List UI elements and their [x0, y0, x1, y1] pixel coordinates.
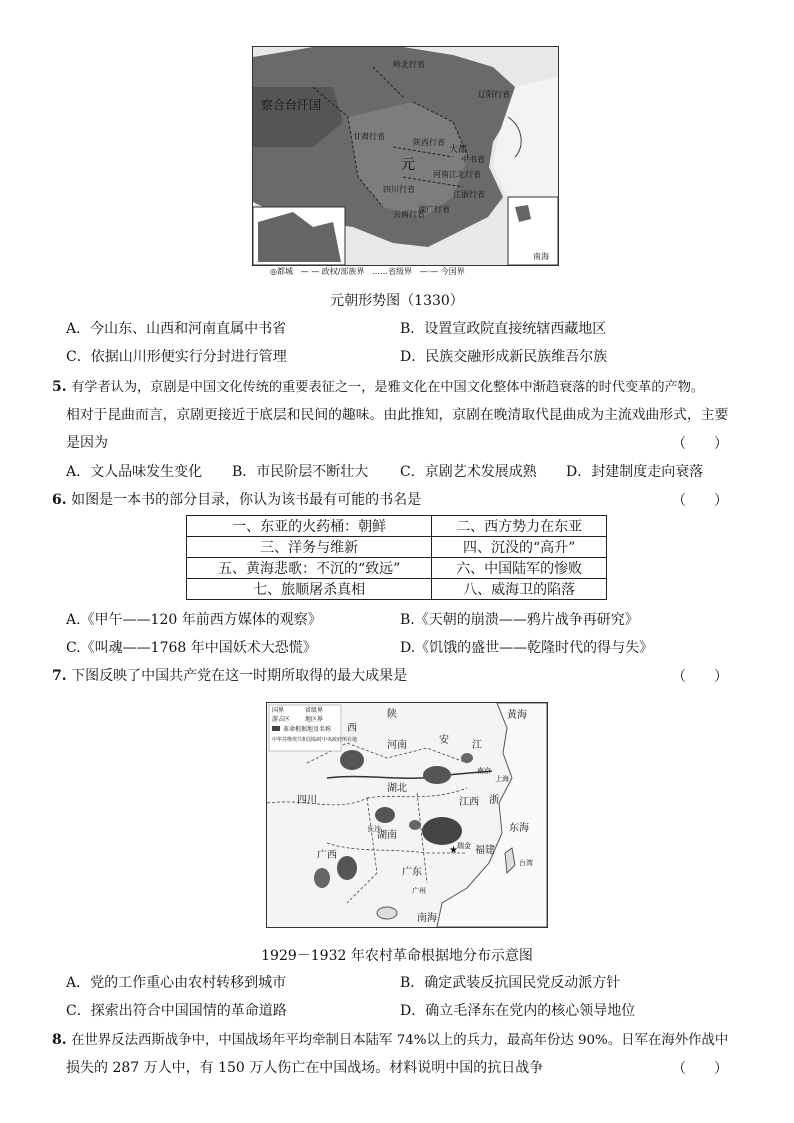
legend-l6: 中华苏维埃共和国临时中央政府所在地 — [272, 737, 358, 743]
q6-number: 6. — [52, 492, 67, 508]
legend-l4: 地区界 — [305, 716, 324, 723]
q7-stem — [52, 666, 407, 686]
changsha-label: 长沙 — [367, 825, 381, 833]
q4-option-a[interactable]: A．今山东、山西和河南直属中书省 — [66, 321, 287, 337]
legend-province: ……省级界 — [372, 267, 413, 276]
guangzhou-label: 广州 — [412, 887, 426, 895]
q6-answer-paren[interactable]: （ ） — [672, 493, 728, 509]
yuan-label: 元 — [401, 157, 415, 173]
q5-option-c[interactable]: C．京剧艺术发展成熟 — [400, 464, 537, 480]
east-sea-label: 东海 — [509, 823, 529, 834]
jiangsu-label: 江 — [472, 740, 482, 751]
toc-cell: 七、旅顺屠杀真相 — [187, 579, 432, 600]
q4-option-b[interactable]: B．设置宣政院直接统辖西藏地区 — [400, 321, 607, 337]
toc-cell: 四、沉没的“高升” — [432, 537, 607, 558]
khanate-label: 察合台汗国 — [261, 98, 322, 112]
q6-option-d[interactable]: D.《饥饿的盛世——乾隆时代的得与失》 — [400, 640, 654, 656]
sichuan-label: 四川行省 — [383, 185, 415, 194]
q7-option-b[interactable]: B．确定武装反抗国民党反动派方针 — [400, 975, 621, 991]
q5-option-d[interactable]: D．封建制度走向衰落 — [566, 464, 704, 480]
q8-line2: 损失的 287 万人中，有 150 万人伤亡在中国战场。材料说明中国的抗日战争 — [66, 1060, 544, 1076]
q8-answer-paren[interactable]: （ ） — [672, 1061, 728, 1077]
henan-label: 河南 — [387, 740, 407, 751]
q7-number: 7. — [52, 668, 67, 684]
zhongshu-label: 中书省 — [461, 155, 485, 164]
toc-cell: 八、威海卫的陷落 — [432, 579, 607, 600]
yunnan-label: 云南行省 — [393, 210, 425, 219]
base-areas-map — [266, 702, 548, 928]
q4-option-d[interactable]: D．民族交融形成新民族维吾尔族 — [400, 349, 608, 365]
q7-option-c[interactable]: C．探索出符合中国国情的革命道路 — [66, 1003, 287, 1019]
q6-option-c[interactable]: C.《叫魂——1768 年中国妖术大恐慌》 — [66, 640, 317, 656]
base-areas-map-caption: 1929－1932 年农村革命根据地分布示意图 — [261, 948, 533, 964]
guangdong-label: 广东 — [402, 867, 422, 878]
q5-number: 5. — [52, 379, 67, 395]
liaoyang-label: 辽阳行省 — [478, 90, 510, 99]
q6-stem — [52, 490, 421, 510]
toc-cell: 二、西方势力在东亚 — [432, 516, 607, 537]
q8-number: 8. — [52, 1032, 67, 1048]
toc-cell: 六、中国陆军的惨败 — [432, 558, 607, 579]
legend-l2: 省级界 — [305, 707, 324, 714]
yuan-map-graphic — [253, 47, 558, 265]
legend-l5: 革命根据地及名称 — [283, 726, 332, 733]
south-sea-label: 南海 — [533, 252, 549, 261]
taiwan-label: 台湾 — [519, 859, 533, 867]
q6-option-a[interactable]: A.《甲午——120 年前西方媒体的观察》 — [66, 612, 322, 628]
hunan-label: 湖南 — [377, 830, 397, 841]
huguang-label: 湖广行省 — [418, 205, 450, 214]
fujian-label: 福建 — [475, 845, 495, 856]
yellow-sea-label: 黄海 — [507, 710, 527, 721]
q5-stem-line1 — [52, 377, 704, 398]
lingbei-label: 岭北行省 — [393, 60, 425, 69]
q6-stem-text: 如图是一本书的部分目录，你认为该书最有可能的书名是 — [71, 492, 422, 508]
sichuan-label: 四川 — [297, 795, 317, 806]
legend-modern: —·— 今国界 — [419, 267, 465, 276]
yuan-map-caption: 元朝形势图（1330） — [330, 293, 464, 309]
shanghai-label: 上海 — [495, 775, 509, 783]
dadu-label: 大都 — [449, 145, 468, 155]
base-areas-map-graphic — [267, 703, 547, 927]
q5-answer-paren[interactable]: （ ） — [672, 436, 728, 452]
legend-l1: 国界 — [272, 707, 285, 714]
shaanxi-label: 陕 — [387, 709, 397, 720]
ruijin-label: 瑞金 — [457, 842, 471, 850]
q7-answer-paren[interactable]: （ ） — [672, 669, 728, 685]
toc-row — [187, 516, 607, 537]
zhejiang-label: 浙 — [489, 795, 499, 806]
south-sea-label: 南海 — [417, 913, 437, 924]
anhui-label: 安 — [439, 735, 449, 746]
toc-cell: 一、东亚的火药桶：朝鲜 — [187, 516, 432, 537]
gansu-label: 甘肃行省 — [353, 132, 385, 141]
henan-label: 河南江北行省 — [433, 170, 481, 179]
q5-option-a[interactable]: A．文人品味发生变化 — [66, 464, 203, 480]
guangxi-label: 广西 — [317, 850, 337, 861]
q5-line3: 是因为 — [66, 435, 108, 451]
legend-capital: ◎都城 — [270, 267, 293, 276]
toc-row — [187, 537, 607, 558]
hubei-label: 湖北 — [387, 783, 407, 794]
q6-option-b[interactable]: B.《天朝的崩溃——鸦片战争再研究》 — [400, 612, 639, 628]
q8-stem-line1 — [52, 1030, 728, 1051]
q7-stem-text: 下图反映了中国共产党在这一时期所取得的最大成果是 — [71, 668, 408, 684]
toc-row — [187, 558, 607, 579]
yuan-map-legend — [270, 266, 465, 277]
shaanxi-label: 陕西行省 — [413, 138, 445, 147]
legend-l3: 游击区 — [272, 716, 291, 723]
q7-option-d[interactable]: D．确立毛泽东在党内的核心领导地位 — [400, 1003, 636, 1019]
jiangzhe-label: 江浙行省 — [453, 190, 485, 199]
toc-row — [187, 579, 607, 600]
jiangxi-label: 江西 — [459, 797, 479, 808]
nanjing-label: 南京 — [477, 767, 491, 775]
toc-cell: 五、黄海悲歌：不沉的“致远” — [187, 558, 432, 579]
west-label: 西 — [347, 723, 357, 734]
q5-line2: 相对于昆曲而言，京剧更接近于底层和民间的趣味。由此推知，京剧在晚清取代昆曲成为主流戏曲形式，主要 — [66, 407, 729, 423]
q5-option-b[interactable]: B．市民阶层不断壮大 — [232, 464, 369, 480]
q4-option-c[interactable]: C．依据山川形便实行分封进行管理 — [66, 349, 287, 365]
q8-line1: 在世界反法西斯战争中，中国战场年平均牵制日本陆军 74%以上的兵力，最高年份达 90%。日军在海外作战中 — [71, 1033, 729, 1048]
book-toc-table — [186, 515, 607, 600]
yuan-dynasty-map — [252, 46, 559, 266]
legend-boundary: — — 政权/部族界 — [300, 267, 365, 276]
q7-option-a[interactable]: A．党的工作重心由农村转移到城市 — [66, 975, 287, 991]
svg-text:★: ★ — [449, 845, 458, 856]
q5-line1: 有学者认为，京剧是中国文化传统的重要表征之一，是雅文化在中国文化整体中渐趋衰落的时代变革的产物。 — [71, 380, 705, 395]
toc-cell: 三、洋务与维新 — [187, 537, 432, 558]
